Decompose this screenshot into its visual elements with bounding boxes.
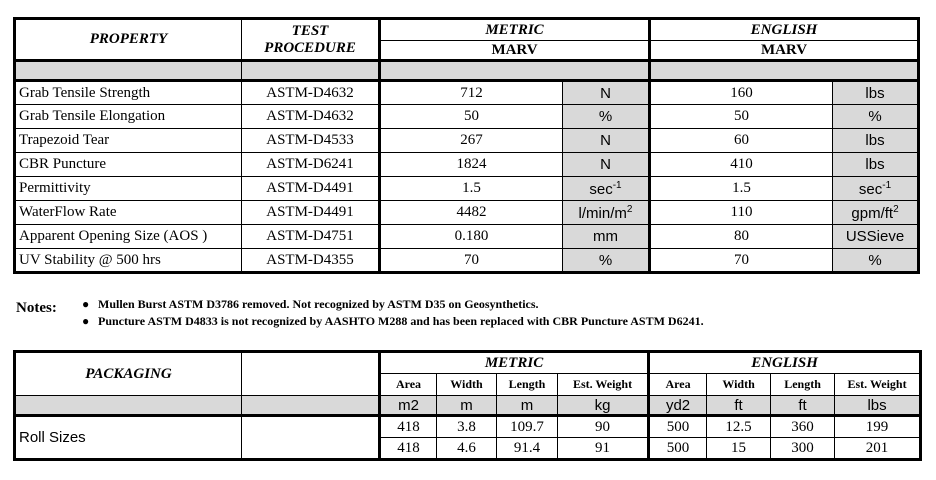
- metric-weight-value: 91: [558, 438, 649, 460]
- metric-unit: [563, 129, 650, 153]
- note-item: [82, 296, 842, 313]
- english-area-value: 500: [649, 438, 707, 460]
- pack-metric-header: METRIC: [380, 352, 649, 374]
- pack-english-header: ENGLISH: [649, 352, 921, 374]
- english-unit: [833, 177, 919, 201]
- spacer-cell: [650, 61, 919, 81]
- property-header: PROPERTY: [15, 19, 242, 61]
- metric-unit: [563, 249, 650, 273]
- english-weight-value: 199: [835, 416, 921, 438]
- english-value: 80: [650, 225, 833, 249]
- properties-table: [13, 17, 920, 274]
- english-unit: [833, 153, 919, 177]
- spacer-cell: [242, 396, 380, 416]
- english-unit: [833, 129, 919, 153]
- metric-value: 1824: [380, 153, 563, 177]
- property-name: UV Stability @ 500 hrs: [15, 249, 242, 273]
- metric-area-value: 418: [380, 416, 437, 438]
- english-width-value: 15: [707, 438, 771, 460]
- property-name: Grab Tensile Strength: [15, 81, 242, 105]
- metric-unit-text: mm: [593, 228, 618, 245]
- metric-area-value: 418: [380, 438, 437, 460]
- english-value: 410: [650, 153, 833, 177]
- english-unit-text: USSieve: [845, 228, 905, 245]
- metric-value: 50: [380, 105, 563, 129]
- blank-cell: [242, 416, 380, 460]
- english-header: ENGLISH: [650, 19, 919, 41]
- english-unit-text: lbs: [865, 132, 885, 149]
- english-width-value: 12.5: [707, 416, 771, 438]
- metric-length-value: 109.7: [497, 416, 558, 438]
- metric-area-col: Area: [380, 374, 437, 396]
- english-width-unit: ft: [707, 396, 771, 416]
- english-value: 110: [650, 201, 833, 225]
- spacer-cell: [15, 396, 242, 416]
- metric-width-value: 4.6: [437, 438, 497, 460]
- english-unit-superscript: -1: [882, 179, 892, 191]
- english-length-value: 360: [771, 416, 835, 438]
- test-procedure: ASTM-D4632: [242, 105, 380, 129]
- metric-width-unit: m: [437, 396, 497, 416]
- property-name: WaterFlow Rate: [15, 201, 242, 225]
- metric-unit: [563, 81, 650, 105]
- english-unit: [833, 105, 919, 129]
- spacer-cell: [242, 61, 380, 81]
- test-procedure: ASTM-D4491: [242, 177, 380, 201]
- english-unit: [833, 81, 919, 105]
- english-unit-text: lbs: [865, 156, 885, 173]
- metric-weight-value: 90: [558, 416, 649, 438]
- test-procedure: ASTM-D4533: [242, 129, 380, 153]
- test-procedure-header-line2: PROCEDURE: [264, 39, 356, 56]
- english-value: 60: [650, 129, 833, 153]
- note-text: Mullen Burst ASTM D3786 removed. Not recognized by ASTM D35 on Geosynthetics.: [98, 297, 539, 311]
- packaging-header: PACKAGING: [15, 352, 242, 396]
- english-unit-superscript: 2: [893, 203, 899, 215]
- english-length-value: 300: [771, 438, 835, 460]
- metric-unit: [563, 225, 650, 249]
- test-procedure-header-line1: TEST: [291, 22, 329, 39]
- bullet-icon: ●: [82, 297, 90, 311]
- metric-weight-col: Est. Weight: [558, 374, 649, 396]
- english-area-value: 500: [649, 416, 707, 438]
- english-value: 70: [650, 249, 833, 273]
- property-row: [15, 249, 919, 273]
- metric-area-unit: m2: [380, 396, 437, 416]
- property-name: Trapezoid Tear: [15, 129, 242, 153]
- spacer-cell: [380, 61, 650, 81]
- english-value: 50: [650, 105, 833, 129]
- property-row: [15, 129, 919, 153]
- test-procedure: ASTM-D4632: [242, 81, 380, 105]
- english-area-col: Area: [649, 374, 707, 396]
- test-procedure: ASTM-D6241: [242, 153, 380, 177]
- english-unit: [833, 201, 919, 225]
- english-unit-text: lbs: [865, 84, 885, 102]
- property-name: Permittivity: [15, 177, 242, 201]
- metric-value: 70: [380, 249, 563, 273]
- property-name: CBR Puncture: [15, 153, 242, 177]
- metric-unit-text: sec: [589, 180, 613, 198]
- metric-value: 0.180: [380, 225, 563, 249]
- english-unit-text: sec: [858, 180, 883, 198]
- metric-value: 712: [380, 81, 563, 105]
- english-width-col: Width: [707, 374, 771, 396]
- english-value: 160: [650, 81, 833, 105]
- bullet-icon: ●: [82, 314, 90, 328]
- metric-length-unit: m: [497, 396, 558, 416]
- metric-header: METRIC: [380, 19, 650, 41]
- property-name: Grab Tensile Elongation: [15, 105, 242, 129]
- test-procedure-header: [242, 19, 380, 61]
- notes-label: Notes:: [16, 300, 57, 316]
- english-length-col: Length: [771, 374, 835, 396]
- property-row: [15, 81, 919, 105]
- metric-unit: [563, 177, 650, 201]
- metric-width-col: Width: [437, 374, 497, 396]
- test-procedure: ASTM-D4751: [242, 225, 380, 249]
- metric-value: 4482: [380, 201, 563, 225]
- metric-value: 267: [380, 129, 563, 153]
- note-item: [82, 313, 842, 330]
- english-weight-col: Est. Weight: [835, 374, 921, 396]
- packaging-table: [13, 350, 922, 461]
- property-row: [15, 225, 919, 249]
- english-unit-text: %: [868, 108, 882, 125]
- blank-header-cell: [242, 352, 380, 396]
- english-unit-text: %: [868, 251, 882, 269]
- property-row: [15, 153, 919, 177]
- test-procedure: ASTM-D4491: [242, 201, 380, 225]
- metric-value: 1.5: [380, 177, 563, 201]
- english-area-unit: yd2: [649, 396, 707, 416]
- property-row: [15, 201, 919, 225]
- metric-unit-text: l/min/m: [578, 204, 627, 222]
- english-length-unit: ft: [771, 396, 835, 416]
- metric-unit-text: %: [598, 251, 613, 269]
- notes-list: [82, 296, 842, 330]
- english-marv-header: MARV: [650, 41, 919, 61]
- english-value: 1.5: [650, 177, 833, 201]
- metric-unit-text: N: [600, 84, 611, 102]
- english-unit: [833, 225, 919, 249]
- metric-width-value: 3.8: [437, 416, 497, 438]
- metric-unit-text: %: [598, 108, 613, 125]
- metric-unit: [563, 153, 650, 177]
- metric-weight-unit: kg: [558, 396, 649, 416]
- english-weight-unit: lbs: [835, 396, 921, 416]
- metric-unit-superscript: -1: [612, 179, 622, 191]
- metric-unit-superscript: 2: [626, 203, 633, 215]
- roll-sizes-label: Roll Sizes: [15, 416, 242, 460]
- spacer-cell: [15, 61, 242, 81]
- english-unit: [833, 249, 919, 273]
- english-unit-text: gpm/ft: [851, 204, 894, 222]
- test-procedure: ASTM-D4355: [242, 249, 380, 273]
- property-name: Apparent Opening Size (AOS ): [15, 225, 242, 249]
- metric-unit-text: N: [600, 132, 611, 149]
- metric-unit-text: N: [600, 156, 611, 173]
- property-row: [15, 105, 919, 129]
- metric-unit: [563, 201, 650, 225]
- metric-length-value: 91.4: [497, 438, 558, 460]
- property-row: [15, 177, 919, 201]
- metric-length-col: Length: [497, 374, 558, 396]
- english-weight-value: 201: [835, 438, 921, 460]
- metric-marv-header: MARV: [380, 41, 650, 61]
- note-text: Puncture ASTM D4833 is not recognized by AASHTO M288 and has been replaced with CBR Puncture ASTM D6241.: [98, 314, 704, 328]
- metric-unit: [563, 105, 650, 129]
